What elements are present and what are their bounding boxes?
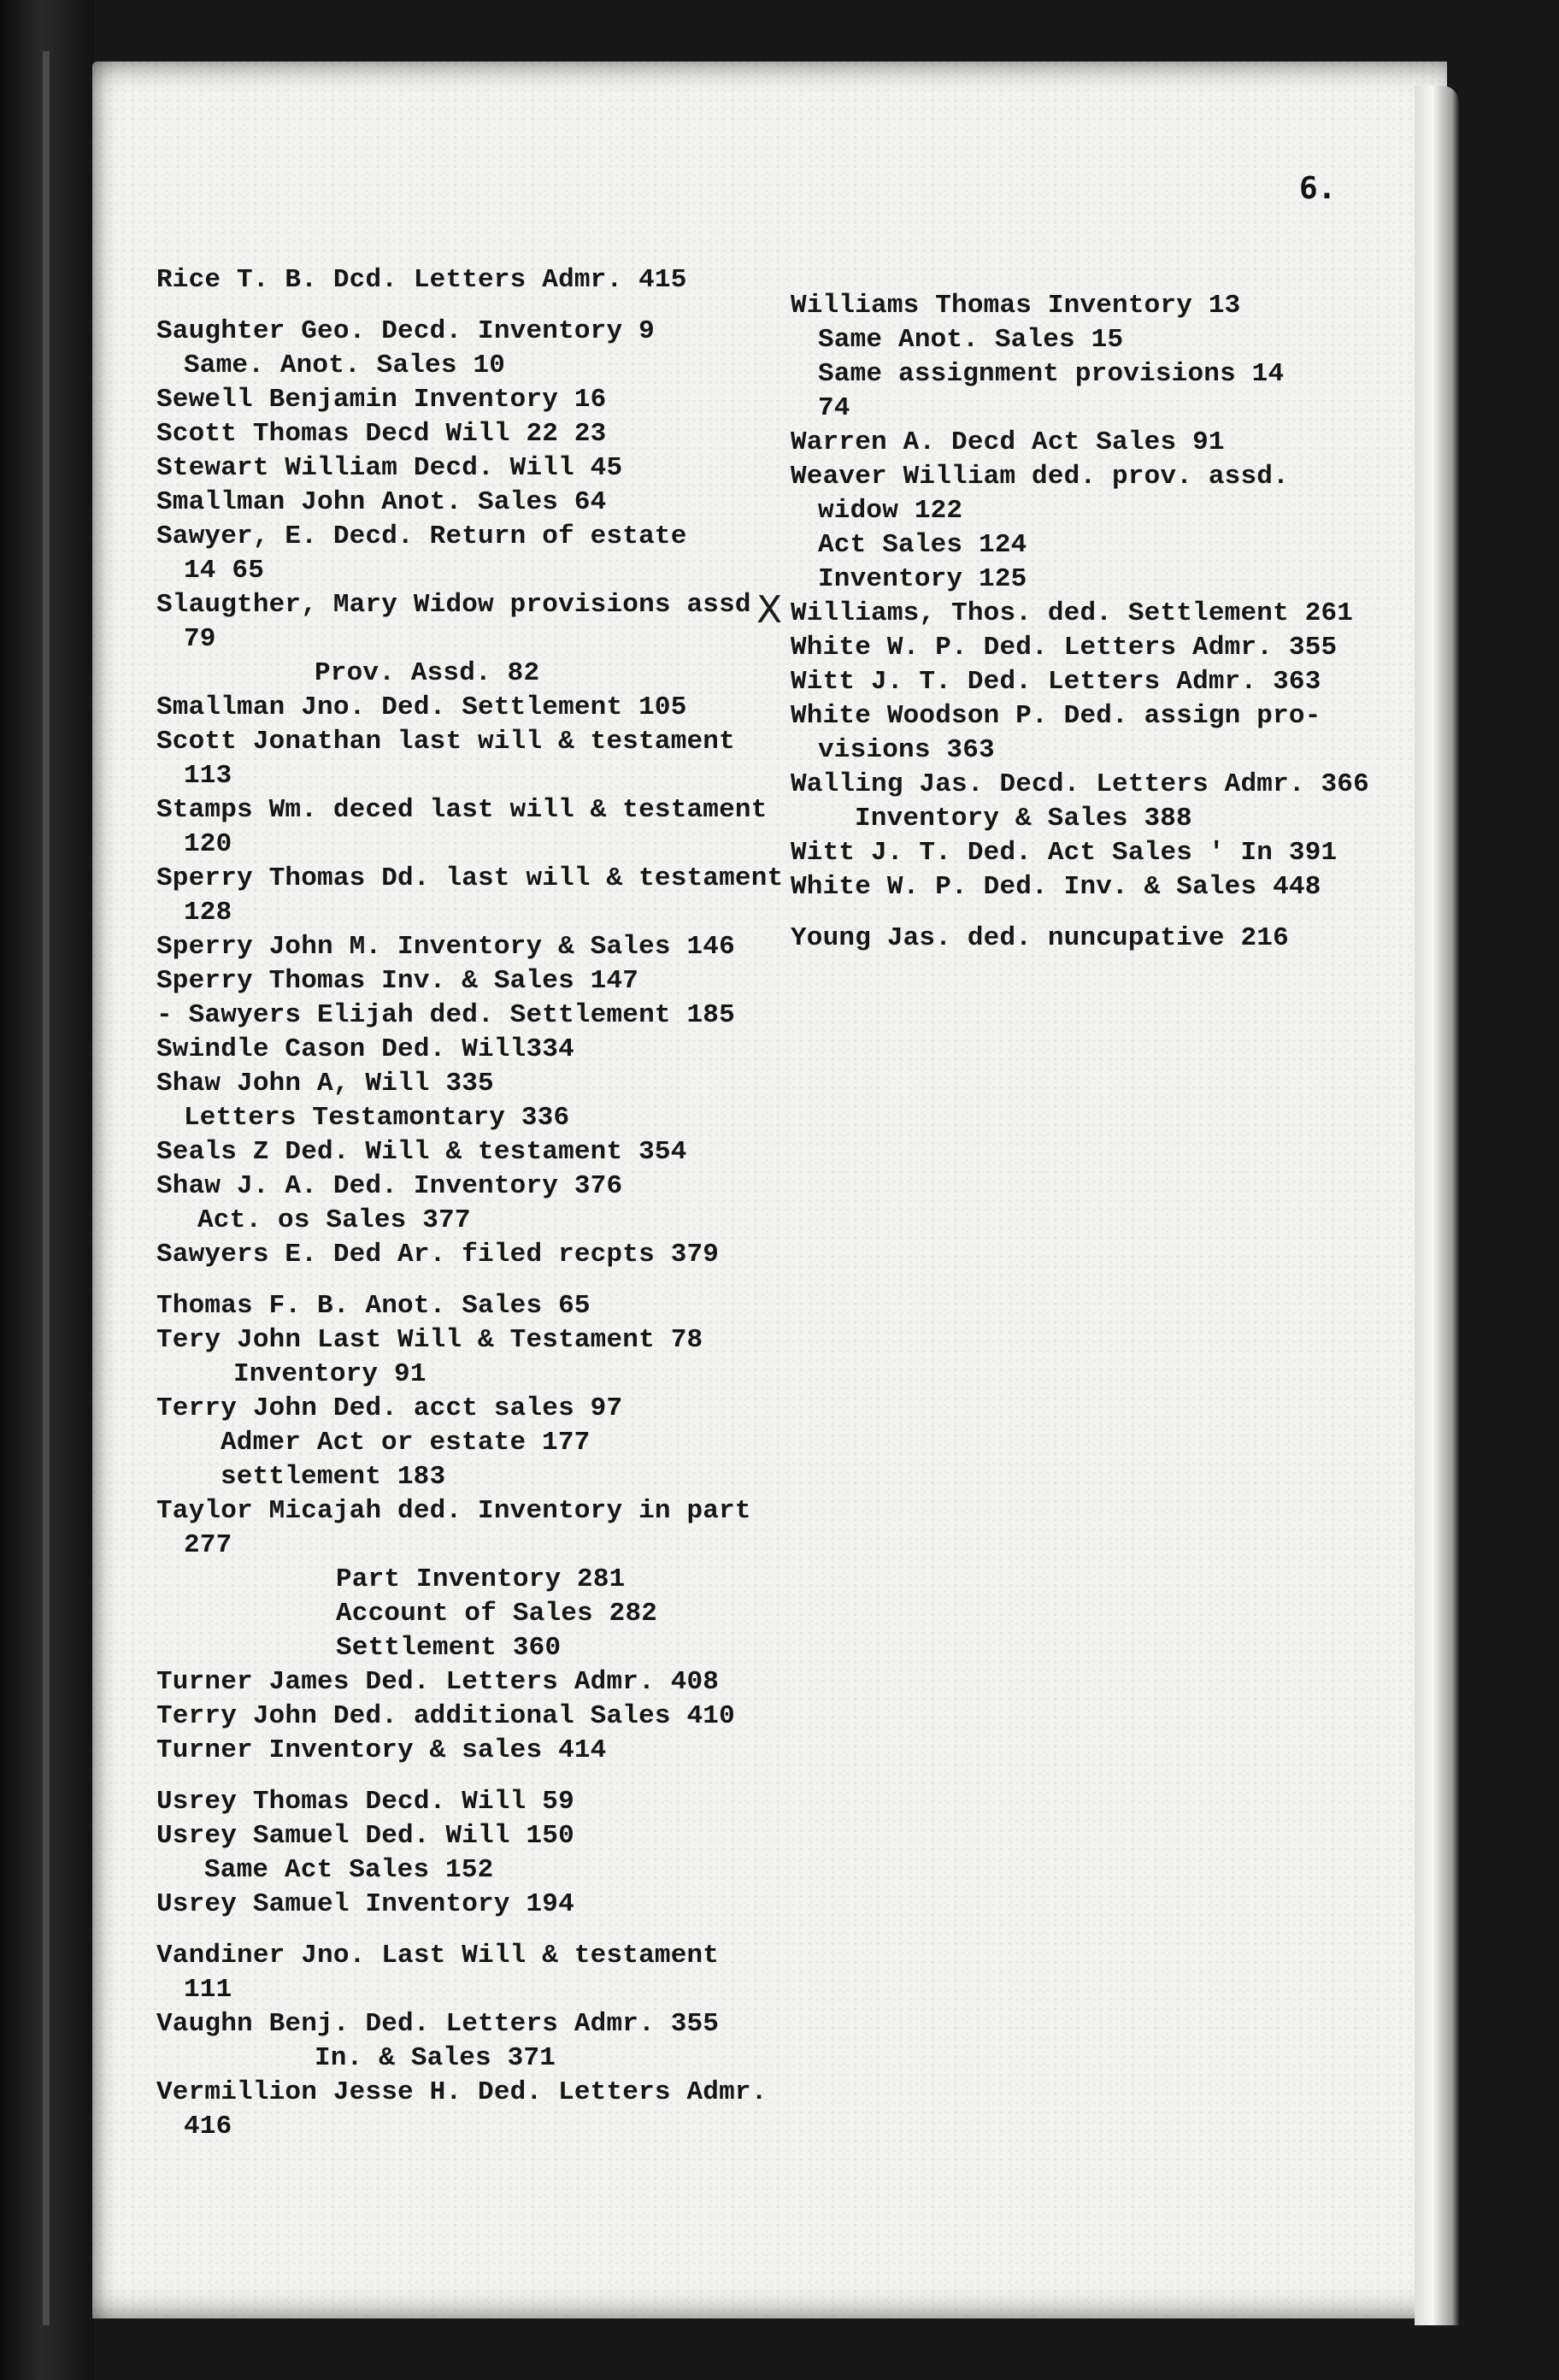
index-entry: Stewart William Decd. Will 45 bbox=[156, 453, 623, 483]
index-entry: Scott Jonathan last will & testament bbox=[156, 727, 735, 757]
margin-check-mark: X bbox=[756, 588, 783, 632]
index-entry: Slaugther, Mary Widow provisions assd bbox=[156, 590, 751, 620]
index-entry: Young Jas. ded. nuncupative 216 bbox=[791, 923, 1289, 953]
index-entry: White W. P. Ded. Letters Admr. 355 bbox=[791, 633, 1338, 663]
index-entry: Swindle Cason Ded. Will334 bbox=[156, 1034, 574, 1064]
index-entry: widow 122 bbox=[818, 496, 963, 526]
index-entry: Sewell Benjamin Inventory 16 bbox=[156, 385, 607, 415]
index-entry: Admer Act or estate 177 bbox=[221, 1428, 591, 1458]
index-entry: Inventory 91 bbox=[233, 1359, 427, 1389]
index-entry: 113 bbox=[184, 761, 232, 791]
index-entry: 14 65 bbox=[184, 556, 265, 586]
index-entry: Vaughn Benj. Ded. Letters Admr. 355 bbox=[156, 2009, 720, 2039]
index-entry: Vandiner Jno. Last Will & testament bbox=[156, 1941, 720, 1971]
index-entry: Sawyer, E. Decd. Return of estate bbox=[156, 521, 687, 551]
index-entry: Usrey Samuel Inventory 194 bbox=[156, 1889, 574, 1919]
index-entry: Weaver William ded. prov. assd. bbox=[791, 462, 1289, 492]
index-entry: Taylor Micajah ded. Inventory in part bbox=[156, 1496, 751, 1526]
index-entry: Prov. Assd. 82 bbox=[315, 658, 540, 688]
index-entry: Same Anot. Sales 15 bbox=[818, 325, 1124, 355]
index-entry: 416 bbox=[184, 2112, 232, 2141]
index-entry: Usrey Thomas Decd. Will 59 bbox=[156, 1787, 574, 1817]
index-entry: Inventory 125 bbox=[818, 564, 1027, 594]
index-entry: Thomas F. B. Anot. Sales 65 bbox=[156, 1291, 591, 1321]
index-entry: Smallman Jno. Ded. Settlement 105 bbox=[156, 692, 687, 722]
index-entry: Terry John Ded. acct sales 97 bbox=[156, 1393, 623, 1423]
index-entry: Same Act Sales 152 bbox=[204, 1855, 494, 1885]
index-entry: Walling Jas. Decd. Letters Admr. 366 bbox=[791, 769, 1369, 799]
index-entry: Sperry Thomas Inv. & Sales 147 bbox=[156, 966, 639, 996]
index-entry: Account of Sales 282 bbox=[336, 1599, 658, 1629]
index-entry: Act. os Sales 377 bbox=[197, 1205, 471, 1235]
index-entry: White Woodson P. Ded. assign pro- bbox=[791, 701, 1321, 731]
index-entry: Act Sales 124 bbox=[818, 530, 1027, 560]
entry-gap bbox=[156, 1922, 785, 1939]
index-entry: Sperry Thomas Dd. last will & testament bbox=[156, 863, 784, 893]
index-entry: 120 bbox=[184, 829, 232, 859]
index-entry: Usrey Samuel Ded. Will 150 bbox=[156, 1821, 574, 1851]
index-entry: Seals Z Ded. Will & testament 354 bbox=[156, 1137, 687, 1167]
index-entry: Same assignment provisions 14 bbox=[818, 359, 1285, 389]
index-entry: Vermillion Jesse H. Ded. Letters Admr. bbox=[156, 2077, 768, 2107]
index-entry: Stamps Wm. deced last will & testament bbox=[156, 795, 768, 825]
entry-gap bbox=[791, 904, 1338, 922]
index-entry: Saughter Geo. Decd. Inventory 9 bbox=[156, 316, 655, 346]
index-entry: 79 bbox=[184, 624, 216, 654]
index-entry: In. & Sales 371 bbox=[315, 2043, 556, 2073]
index-entry: 111 bbox=[184, 1975, 232, 2005]
index-entry: Warren A. Decd Act Sales 91 bbox=[791, 427, 1225, 457]
index-entry: Part Inventory 281 bbox=[336, 1564, 626, 1594]
index-entry: Shaw John A, Will 335 bbox=[156, 1069, 494, 1099]
index-column-left bbox=[156, 263, 785, 2144]
index-entry: Turner James Ded. Letters Admr. 408 bbox=[156, 1667, 720, 1697]
index-entry: Settlement 360 bbox=[336, 1633, 562, 1663]
binding-edge bbox=[43, 51, 50, 2325]
index-entry: 74 bbox=[818, 393, 850, 423]
index-entry: Sawyers E. Ded Ar. filed recpts 379 bbox=[156, 1240, 720, 1270]
entry-gap bbox=[156, 1768, 785, 1785]
entry-gap bbox=[156, 1272, 785, 1289]
index-entry: Tery John Last Will & Testament 78 bbox=[156, 1325, 703, 1355]
entry-gap bbox=[156, 298, 785, 315]
index-entry: White W. P. Ded. Inv. & Sales 448 bbox=[791, 872, 1321, 902]
index-entry: Inventory & Sales 388 bbox=[855, 804, 1192, 834]
index-entry: Sperry John M. Inventory & Sales 146 bbox=[156, 932, 735, 962]
index-entry: settlement 183 bbox=[221, 1462, 446, 1492]
index-entry: Scott Thomas Decd Will 22 23 bbox=[156, 419, 607, 449]
index-entry: Shaw J. A. Ded. Inventory 376 bbox=[156, 1171, 623, 1201]
index-entry: Smallman John Anot. Sales 64 bbox=[156, 487, 607, 517]
index-column-right bbox=[791, 289, 1369, 956]
index-entry: Williams Thomas Inventory 13 bbox=[791, 291, 1241, 321]
index-entry: visions 363 bbox=[818, 735, 995, 765]
index-entry: Same. Anot. Sales 10 bbox=[184, 351, 506, 380]
index-entry: Rice T. B. Dcd. Letters Admr. 415 bbox=[156, 265, 687, 295]
index-entry: Letters Testamontary 336 bbox=[184, 1103, 570, 1133]
index-entry: 128 bbox=[184, 898, 232, 928]
index-entry: Witt J. T. Ded. Act Sales ' In 391 bbox=[791, 838, 1338, 868]
index-entry: - Sawyers Elijah ded. Settlement 185 bbox=[156, 1000, 735, 1030]
index-entry: Terry John Ded. additional Sales 410 bbox=[156, 1701, 735, 1731]
page-number: 6. bbox=[1299, 171, 1337, 206]
page-edge-fold bbox=[1415, 85, 1459, 2325]
index-entry: Turner Inventory & sales 414 bbox=[156, 1735, 607, 1765]
index-entry: Williams, Thos. ded. Settlement 261 bbox=[791, 598, 1354, 628]
index-entry: Witt J. T. Ded. Letters Admr. 363 bbox=[791, 667, 1321, 697]
index-entry: 277 bbox=[184, 1530, 232, 1560]
